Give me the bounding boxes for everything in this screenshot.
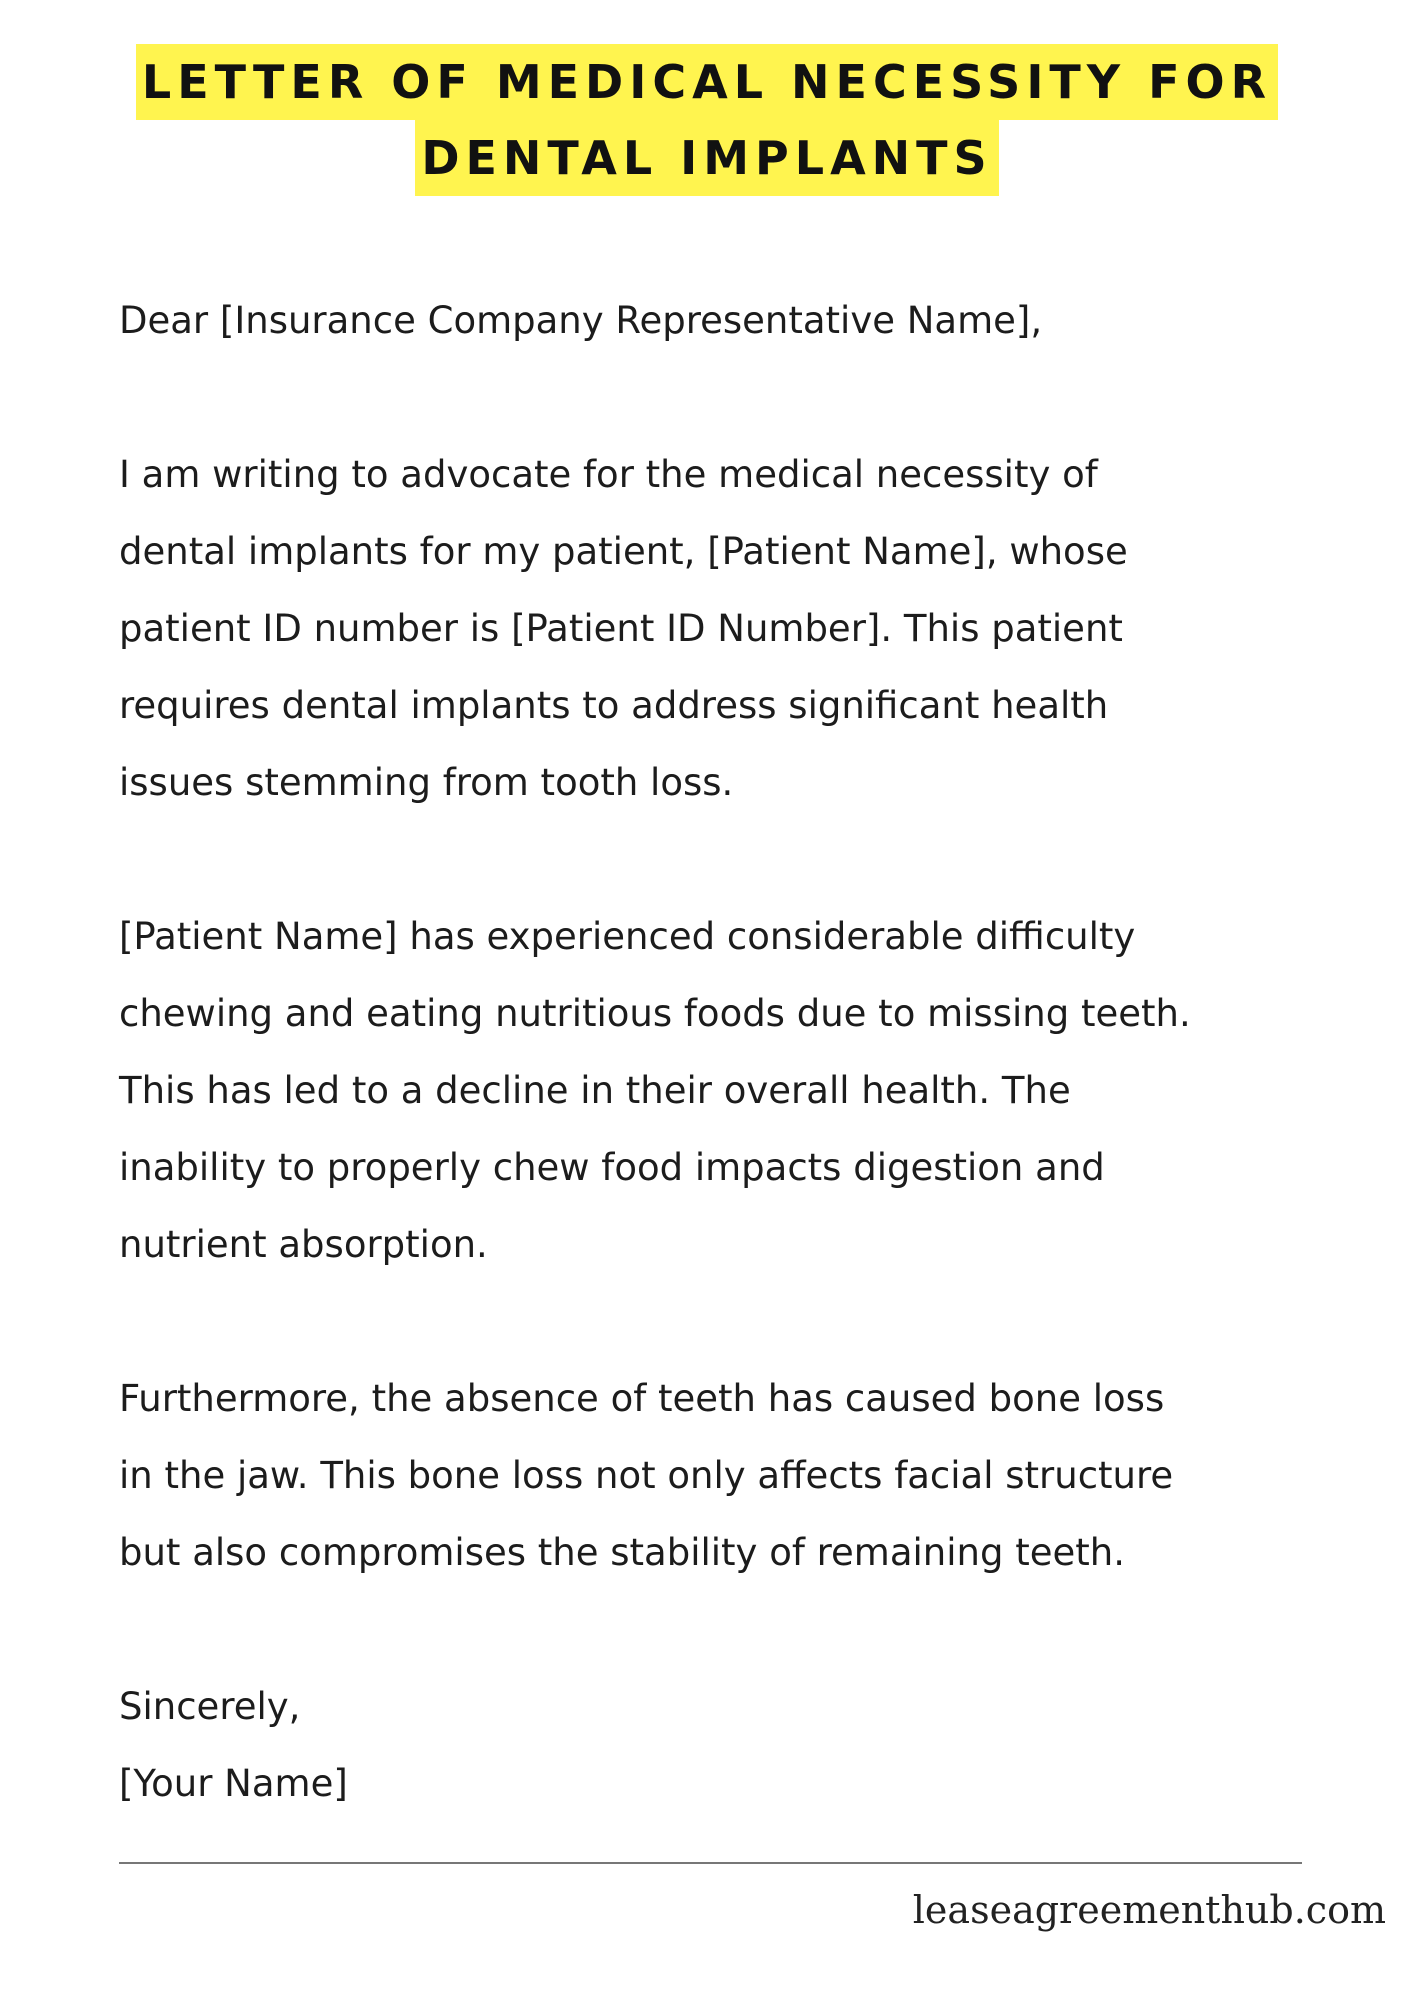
paragraph-2-line-1: [Patient Name] has experienced considerable difficulty bbox=[119, 915, 1136, 958]
letter-body bbox=[119, 282, 1379, 1822]
paragraph-1-line-3: patient ID number is [Patient ID Number]. This patient bbox=[119, 607, 1123, 650]
paragraph-3-line-1: Furthermore, the absence of teeth has caused bone loss bbox=[119, 1377, 1165, 1420]
closing: Sincerely, bbox=[119, 1685, 301, 1728]
paragraph-gap bbox=[119, 359, 1379, 436]
paragraph-1-line-1: I am writing to advocate for the medical necessity of bbox=[119, 453, 1098, 496]
signature: [Your Name] bbox=[119, 1762, 348, 1805]
paragraph-gap bbox=[119, 821, 1379, 898]
paragraph-3-line-3: but also compromises the stability of remaining teeth. bbox=[119, 1531, 1125, 1574]
paragraph-2 bbox=[119, 898, 1379, 1283]
paragraph-gap bbox=[119, 1283, 1379, 1360]
paragraph-1-line-4: requires dental implants to address significant health bbox=[119, 684, 1109, 727]
paragraph-3 bbox=[119, 1360, 1379, 1591]
paragraph-1-line-5: issues stemming from tooth loss. bbox=[119, 761, 734, 804]
paragraph-2-line-4: inability to properly chew food impacts digestion and bbox=[119, 1146, 1105, 1189]
salutation: Dear [Insurance Company Representative Name], bbox=[119, 299, 1043, 342]
paragraph-2-line-3: This has led to a decline in their overall health. The bbox=[119, 1069, 1071, 1112]
paragraph-gap bbox=[119, 1591, 1379, 1668]
paragraph-1 bbox=[119, 436, 1379, 821]
paragraph-3-line-2: in the jaw. This bone loss not only affects facial structure bbox=[119, 1454, 1174, 1497]
title-line-1: LETTER OF MEDICAL NECESSITY FOR bbox=[136, 44, 1278, 120]
paragraph-2-line-2: chewing and eating nutritious foods due to missing teeth. bbox=[119, 992, 1191, 1035]
title-line-2: DENTAL IMPLANTS bbox=[415, 120, 998, 196]
footer-divider bbox=[119, 1862, 1302, 1864]
paragraph-2-line-5: nutrient absorption. bbox=[119, 1223, 488, 1266]
footer-site-name: leaseagreementhub.com bbox=[912, 1888, 1386, 1932]
document-title bbox=[0, 44, 1414, 196]
paragraph-1-line-2: dental implants for my patient, [Patient Name], whose bbox=[119, 530, 1128, 573]
